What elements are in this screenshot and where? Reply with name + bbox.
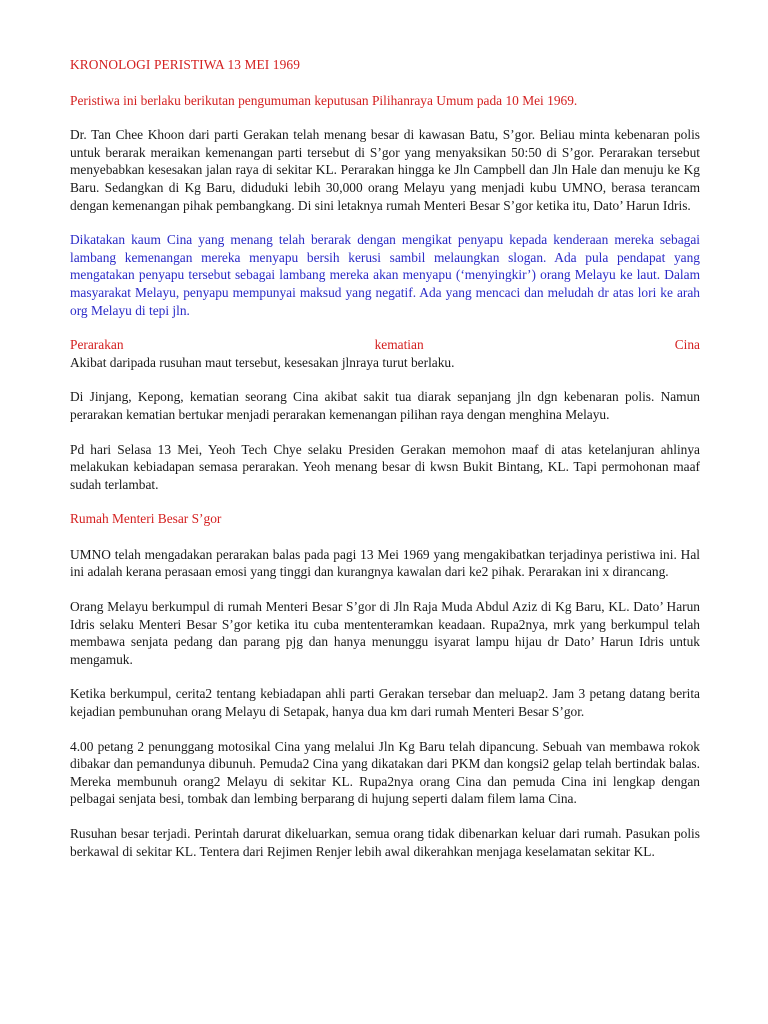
paragraph-victory-march: Dr. Tan Chee Khoon dari parti Gerakan telah menang besar di kawasan Batu, S’gor. Beliau minta kebenaran polis untuk berarak meraikan kemenangan parti tersebut di S’gor yang menyaksikan 50:50 di S’gor. Perarakan tersebut menyebabkan kesesakan jalan raya di sekitar KL. Perarakan hingga ke Jln Campbell dan Jln Hale dan menuju ke Kg Baru. Sedangkan di Kg Baru, diduduki lebih 30,000 orang Melayu yang menjadi kubu UMNO, berasa terancam dengan kemenangan pihak pembangkang. Di sini letaknya rumah Menteri Besar S’gor ketika itu, Dato’ Harun Idris. [70, 127, 700, 213]
document-body [70, 56, 700, 877]
paragraph-jinjang-funeral: Di Jinjang, Kepong, kematian seorang Cina akibat sakit tua diarak sepanjang jln dgn kebenaran polis. Namun perarakan kematian bertukar menjadi perarakan kemenangan pilihan raya dengan menghina Melayu. [70, 389, 700, 422]
page-title: KRONOLOGI PERISTIWA 13 MEI 1969 [70, 57, 300, 72]
intro-paragraph: Peristiwa ini berlaku berikutan pengumuman keputusan Pilihanraya Umum pada 10 Mei 1969. [70, 92, 578, 108]
heading-funeral-word-2: kematian [374, 337, 424, 353]
paragraph-umno-counter-march: UMNO telah mengadakan perarakan balas pada pagi 13 Mei 1969 yang mengakibatkan terjadinya peristiwa ini. Hal ini adalah kerana perasaan emosi yang tinggi dan kurangnya kawalan dari ke2 pihak. Perarakan ini x dirancang. [70, 546, 700, 580]
paragraph-violence: 4.00 petang 2 penunggang motosikal Cina yang melalui Jln Kg Baru telah dipancung. Sebuah van membawa rokok dibakar dan pemandunya dibunuh. Pemuda2 Cina yang dikatakan dari PKM dan kongsi2 gelap telah bertindak balas. Mereka membunuh orang2 Melayu di sekitar KL. Rupa2nya orang Cina dan pemuda Cina ini lengkap dengan pelbagai senjata besi, tombak dan lembing berparang di hujung seperti dalam filem lama Cina. [70, 738, 700, 807]
paragraph-broom-symbol: Dikatakan kaum Cina yang menang telah berarak dengan mengikat penyapu kepada kenderaan mereka sebagai lambang kemenangan mereka menyapu bersih kerusi sambil melaungkan slogan. Ada pula pendapat yang mengatakan penyapu tersebut sebagai lambang mereka akan menyapu (‘menyingkir’) orang Melayu ke laut. Dalam masyarakat Melayu, penyapu mempunyai maksud yang negatif. Ada yang mencaci dan meludah dr atas lori ke arah org Melayu di tepi jln. [70, 232, 700, 318]
heading-funeral-word-1: Perarakan [70, 337, 124, 353]
heading-menteri-besar-house: Rumah Menteri Besar S’gor [70, 511, 222, 527]
paragraph-traffic-congestion: Akibat daripada rusuhan maut tersebut, kesesakan jlnraya turut berlaku. [70, 354, 455, 370]
paragraph-emergency: Rusuhan besar terjadi. Perintah darurat dikeluarkan, semua orang tidak dibenarkan keluar dari rumah. Pasukan polis berkawal di sekitar KL. Tentera dari Rejimen Renjer lebih awal dikerahkan menjaga keselamatan sekitar KL. [70, 826, 700, 859]
heading-funeral-word-3: Cina [674, 337, 700, 353]
paragraph-yeoh-apology: Pd hari Selasa 13 Mei, Yeoh Tech Chye selaku Presiden Gerakan memohon maaf di atas ketelanjuran ahlinya melakukan kebiadapan semasa perarakan. Yeoh menang besar di kwsn Bukit Bintang, KL. Tapi permohonan maaf sudah terlambat. [70, 441, 700, 492]
paragraph-gathering: Orang Melayu berkumpul di rumah Menteri Besar S’gor di Jln Raja Muda Abdul Aziz di Kg Baru, KL. Dato’ Harun Idris selaku Menteri Besar S’gor ketika itu cuba mententeramkan keadaan. Rupa2nya, mrk yang berkumpul telah membawa senjata pedang dan parang pjg dan hanya menunggu isyarat lampu hijau dr Dato’ Harun Idris untuk mengamuk. [70, 599, 700, 667]
heading-funeral-procession [70, 336, 700, 354]
paragraph-rumours: Ketika berkumpul, cerita2 tentang kebiadapan ahli parti Gerakan tersebar dan meluap2. Jam 3 petang datang berita kejadian pembunuhan orang Melayu di Setapak, hanya dua km dari rumah Menteri Besar S’gor. [70, 686, 700, 720]
